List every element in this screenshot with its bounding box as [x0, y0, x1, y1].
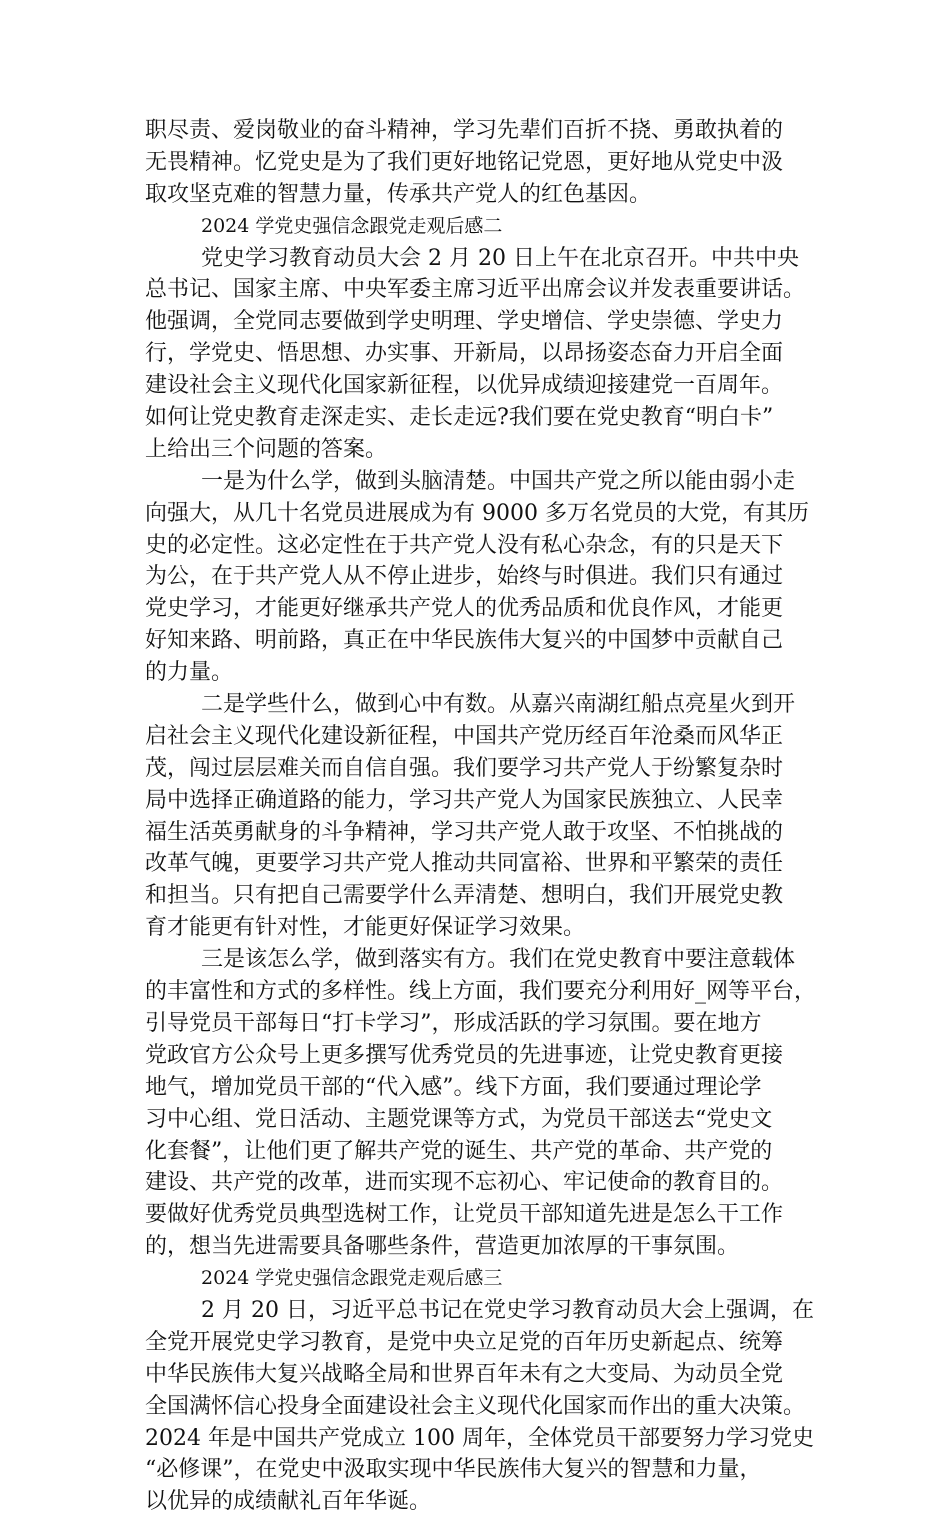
- section-heading: 2024 学党史强信念跟党走观后感三: [201, 1267, 503, 1290]
- paragraph-line: 化套餐”，让他们更了解共产党的诞生、共产党的革命、共产党的: [145, 1138, 773, 1164]
- paragraph-line: 他强调，全党同志要做到学史明理、学史增信、学史崇德、学史力: [145, 309, 784, 335]
- paragraph-line: 2 月 20 日，习近平总书记在党史学习教育动员大会上强调，在: [201, 1297, 814, 1323]
- paragraph-line: 茂，闯过层层难关而自信自强。我们要学习共产党人于纷繁复杂时: [145, 755, 784, 781]
- paragraph-line: 党政官方公众号上更多撰写优秀党员的先进事迹，让党史教育更接: [145, 1042, 784, 1068]
- section-heading: 2024 学党史强信念跟党走观后感二: [201, 214, 503, 237]
- paragraph-line: 好知来路、明前路，真正在中华民族伟大复兴的中国梦中贡献自己: [145, 628, 784, 654]
- paragraph-line: 2024 年是中国共产党成立 100 周年，全体党员干部要努力学习党史: [145, 1425, 814, 1451]
- paragraph-line: 一是为什么学，做到头脑清楚。中国共产党之所以能由弱小走: [201, 468, 796, 494]
- paragraph-line: 局中选择正确道路的能力，学习共产党人为国家民族独立、人民幸: [145, 787, 784, 813]
- paragraph-line: 为公，在于共产党人从不停止进步，始终与时俱进。我们只有通过: [145, 564, 784, 590]
- paragraph-line: 以优异的成绩献礼百年华诞。: [145, 1489, 432, 1515]
- paragraph-line: 三是该怎么学，做到落实有方。我们在党史教育中要注意载体: [201, 947, 796, 973]
- paragraph-line: 无畏精神。忆党史是为了我们更好地铭记党恩，更好地从党史中汲: [145, 149, 784, 175]
- paragraph-line: 建设、共产党的改革，进而实现不忘初心、牢记使命的教育目的。: [145, 1170, 784, 1196]
- paragraph-line: 中华民族伟大复兴战略全局和世界百年未有之大变局、为动员全党: [145, 1361, 784, 1387]
- paragraph-line: 党史学习，才能更好继承共产党人的优秀品质和优良作风，才能更: [145, 596, 784, 622]
- paragraph-line: 总书记、国家主席、中央军委主席习近平出席会议并发表重要讲话。: [145, 277, 806, 303]
- paragraph-line: 福生活英勇献身的斗争精神，学习共产党人敢于攻坚、不怕挑战的: [145, 819, 784, 845]
- paragraph-line: 和担当。只有把自己需要学什么弄清楚、想明白，我们开展党史教: [145, 883, 784, 909]
- paragraph-line: 习中心组、党日活动、主题党课等方式，为党员干部送去“党史文: [145, 1106, 773, 1132]
- paragraph-line: “必修课”，在党史中汲取实现中华民族伟大复兴的智慧和力量，: [145, 1457, 762, 1483]
- paragraph-line: 上给出三个问题的答案。: [145, 436, 388, 462]
- paragraph-line: 的力量。: [145, 660, 234, 686]
- paragraph-line: 职尽责、爱岗敬业的奋斗精神，学习先辈们百折不挠、勇敢执着的: [145, 118, 784, 143]
- paragraph-line: 取攻坚克难的智慧力量，传承共产党人的红色基因。: [145, 181, 652, 207]
- paragraph-line: 启社会主义现代化建设新征程，中国共产党历经百年沧桑而风华正: [145, 723, 784, 749]
- paragraph-line: 行，学党史、悟思想、办实事、开新局，以昂扬姿态奋力开启全面: [145, 341, 784, 367]
- paragraph-line: 全党开展党史学习教育，是党中央立足党的百年历史新起点、统筹: [145, 1329, 784, 1355]
- paragraph-line: 改革气魄，更要学习共产党人推动共同富裕、世界和平繁荣的责任: [145, 851, 784, 877]
- paragraph-line: 引导党员干部每日“打卡学习”，形成活跃的学习氛围。要在地方: [145, 1010, 762, 1036]
- paragraph-line: 建设社会主义现代化国家新征程，以优异成绩迎接建党一百周年。: [145, 373, 784, 399]
- paragraph-line: 育才能更有针对性，才能更好保证学习效果。: [145, 915, 586, 941]
- paragraph-line: 二是学些什么，做到心中有数。从嘉兴南湖红船点亮星火到开: [201, 692, 796, 718]
- paragraph-line: 如何让党史教育走深走实、走长走远?我们要在党史教育“明白卡”: [145, 405, 774, 431]
- paragraph-line: 要做好优秀党员典型选树工作，让党员干部知道先进是怎么干工作: [145, 1202, 784, 1228]
- paragraph-line: 史的必定性。这必定性在于共产党人没有私心杂念，有的只是天下: [145, 532, 784, 558]
- paragraph-line: 的丰富性和方式的多样性。线上方面，我们要充分利用好_网等平台，: [145, 979, 817, 1005]
- paragraph-line: 向强大，从几十名党员进展成为有 9000 多万名党员的大党，有其历: [145, 500, 809, 526]
- document-page: [145, 115, 825, 1518]
- paragraph-line: 党史学习教育动员大会 2 月 20 日上午在北京召开。中共中央: [201, 245, 799, 271]
- paragraph-line: 全国满怀信心投身全面建设社会主义现代化国家而作出的重大决策。: [145, 1393, 806, 1419]
- paragraph-line: 的，想当先进需要具备哪些条件，营造更加浓厚的干事氛围。: [145, 1234, 740, 1260]
- paragraph-line: 地气，增加党员干部的“代入感”。线下方面，我们要通过理论学: [145, 1074, 762, 1100]
